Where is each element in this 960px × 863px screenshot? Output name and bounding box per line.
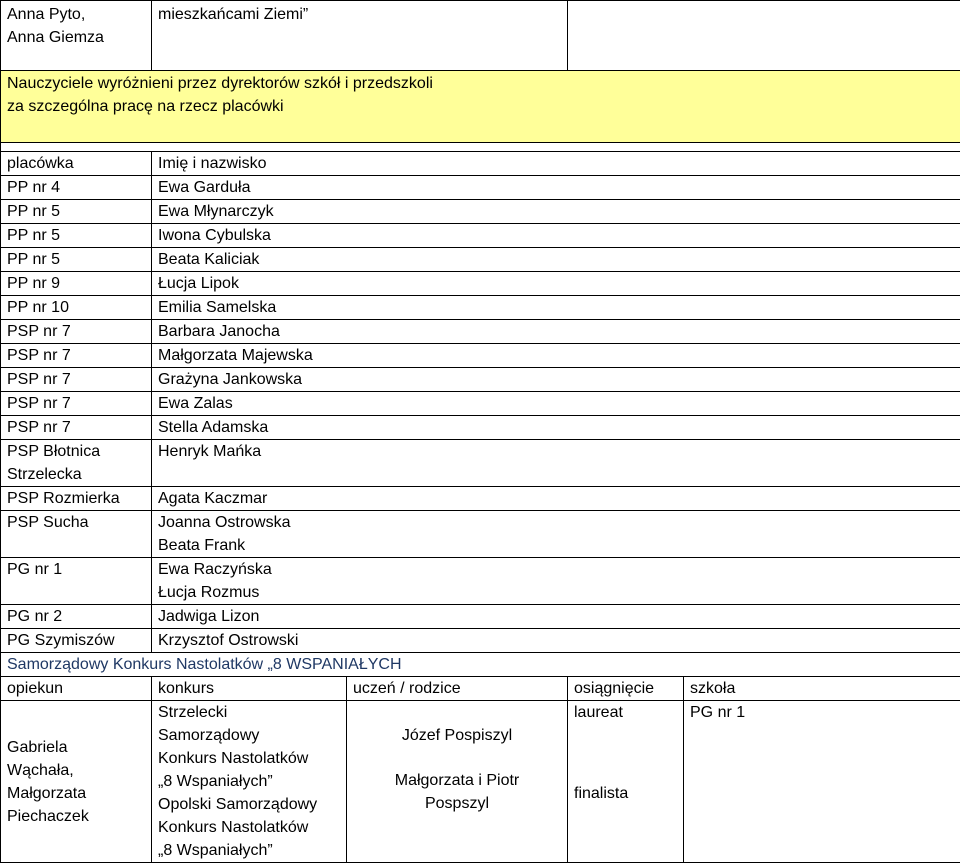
name-cell: Emilia Samelska — [152, 296, 960, 320]
name-cell: Ewa Młynarczyk — [152, 200, 960, 224]
osiagniecie-cell — [568, 701, 684, 863]
place-cell: PSP nr 7 — [1, 320, 152, 344]
uczen-2-line: Małgorzata i Piotr — [347, 769, 567, 792]
name-cell — [152, 558, 960, 605]
uczen-cell — [347, 701, 568, 863]
highlight-row — [1, 71, 960, 143]
place-cell: PP nr 10 — [1, 296, 152, 320]
place-cell: PP nr 9 — [1, 272, 152, 296]
uczen-2-line: Pospszyl — [347, 792, 567, 815]
prev-award-row — [1, 1, 960, 71]
osiagniecie-2: finalista — [574, 782, 683, 805]
konkurs-line: „8 Wspaniałych” — [158, 770, 346, 793]
konkurs-line: „8 Wspaniałych” — [158, 839, 346, 862]
place-cell: PP nr 4 — [1, 176, 152, 200]
table-row — [1, 629, 960, 653]
prev-text-cell — [152, 1, 568, 71]
contest-row — [1, 701, 960, 863]
place-cell: PSP nr 7 — [1, 368, 152, 392]
highlight-cell — [1, 71, 960, 143]
prev-empty-cell — [568, 1, 960, 71]
table-row — [1, 487, 960, 511]
highlight-line-2: za szczególna pracę na rzecz placówki — [7, 95, 960, 118]
header-szkola: szkoła — [684, 677, 960, 701]
uczen-1: Józef Pospiszyl — [347, 724, 567, 747]
contest-header-row — [1, 677, 960, 701]
prev-names-cell — [1, 1, 152, 71]
opiekun-line: Małgorzata — [7, 782, 151, 805]
place-cell: PSP Błotnica Strzelecka — [1, 440, 152, 487]
name-cell: Małgorzata Majewska — [152, 344, 960, 368]
konkurs-line: Konkurs Nastolatków — [158, 816, 346, 839]
konkurs-cell — [152, 701, 347, 863]
header-konkurs: konkurs — [152, 677, 347, 701]
name-line: Joanna Ostrowska — [158, 511, 960, 534]
name-cell: Barbara Janocha — [152, 320, 960, 344]
name-line: Łucja Rozmus — [158, 581, 960, 604]
table-row — [1, 248, 960, 272]
table-row — [1, 605, 960, 629]
table-row — [1, 440, 960, 487]
name-cell: Beata Kaliciak — [152, 248, 960, 272]
place-cell: PP nr 5 — [1, 200, 152, 224]
table-row — [1, 224, 960, 248]
header-place: placówka — [1, 152, 152, 176]
header-name: Imię i nazwisko — [152, 152, 960, 176]
szkola-cell — [684, 701, 960, 863]
name-cell — [152, 511, 960, 558]
opiekun-line: Gabriela — [7, 736, 151, 759]
table-row — [1, 320, 960, 344]
prev-name-1: Anna Pyto, — [7, 3, 151, 26]
place-cell: PG nr 1 — [1, 558, 152, 605]
place-cell: PSP Rozmierka — [1, 487, 152, 511]
name-cell: Ewa Zalas — [152, 392, 960, 416]
name-cell: Henryk Mańka — [152, 440, 960, 487]
table-row — [1, 558, 960, 605]
place-cell: PSP nr 7 — [1, 344, 152, 368]
place-cell: PP nr 5 — [1, 224, 152, 248]
konkurs-line: Strzelecki — [158, 701, 346, 724]
table-row — [1, 200, 960, 224]
table-row — [1, 511, 960, 558]
place-cell: PG Szymiszów — [1, 629, 152, 653]
name-cell: Łucja Lipok — [152, 272, 960, 296]
konkurs-line: Samorządowy — [158, 724, 346, 747]
name-cell: Krzysztof Ostrowski — [152, 629, 960, 653]
contest-banner-row — [1, 653, 960, 677]
konkurs-line: Opolski Samorządowy — [158, 793, 346, 816]
osiagniecie-1: laureat — [574, 701, 683, 724]
place-cell: PSP nr 7 — [1, 416, 152, 440]
teachers-header-row — [1, 152, 960, 176]
header-osiagniecie: osiągnięcie — [568, 677, 684, 701]
name-line: Beata Frank — [158, 534, 960, 557]
szkola-value: PG nr 1 — [690, 701, 960, 724]
contest-banner: Samorządowy Konkurs Nastolatków „8 WSPANIAŁYCH — [1, 653, 960, 677]
table-row — [1, 368, 960, 392]
spacer-row — [1, 143, 960, 152]
table-row — [1, 176, 960, 200]
opiekun-cell — [1, 701, 152, 863]
highlight-line-1: Nauczyciele wyróżnieni przez dyrektorów szkół i przedszkoli — [7, 72, 960, 95]
prev-text: mieszkańcami Ziemi” — [158, 6, 308, 23]
spacer-cell — [1, 143, 960, 152]
place-cell: PG nr 2 — [1, 605, 152, 629]
table-row — [1, 416, 960, 440]
name-cell: Iwona Cybulska — [152, 224, 960, 248]
table-row — [1, 392, 960, 416]
konkurs-line: Konkurs Nastolatków — [158, 747, 346, 770]
table-row — [1, 344, 960, 368]
name-cell: Jadwiga Lizon — [152, 605, 960, 629]
name-cell: Grażyna Jankowska — [152, 368, 960, 392]
place-cell: PP nr 5 — [1, 248, 152, 272]
header-opiekun: opiekun — [1, 677, 152, 701]
place-cell: PSP Sucha — [1, 511, 152, 558]
name-cell: Agata Kaczmar — [152, 487, 960, 511]
prev-name-2: Anna Giemza — [7, 26, 151, 49]
header-uczen: uczeń / rodzice — [347, 677, 568, 701]
name-cell: Stella Adamska — [152, 416, 960, 440]
opiekun-line: Piechaczek — [7, 805, 151, 828]
name-cell: Ewa Garduła — [152, 176, 960, 200]
table-row — [1, 296, 960, 320]
name-line: Ewa Raczyńska — [158, 558, 960, 581]
place-cell: PSP nr 7 — [1, 392, 152, 416]
opiekun-line: Wąchała, — [7, 759, 151, 782]
table-row — [1, 272, 960, 296]
